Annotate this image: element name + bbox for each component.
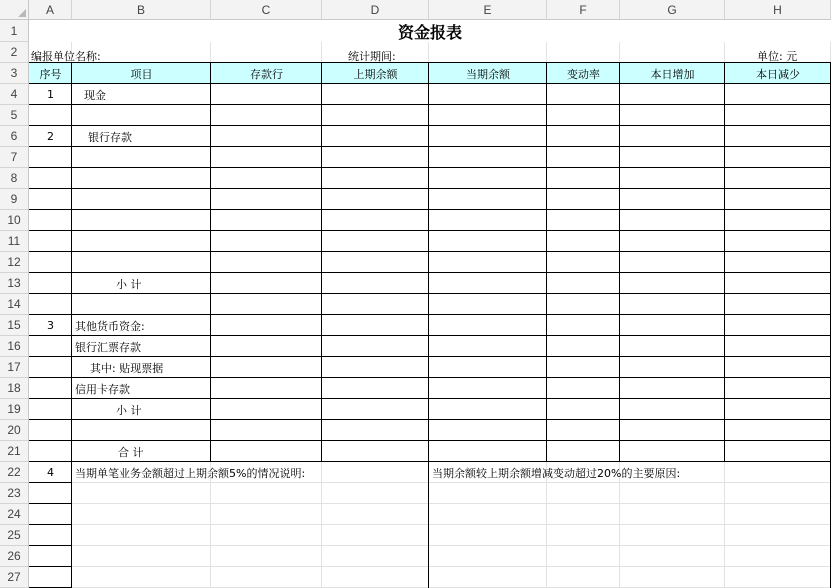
- column-header-d[interactable]: D: [322, 0, 429, 20]
- row-header-27[interactable]: 27: [0, 567, 29, 588]
- table-border: [428, 63, 429, 462]
- row-header-8[interactable]: 8: [0, 168, 29, 189]
- table-border: [210, 63, 211, 462]
- table-header-cell[interactable]: 本日减少: [725, 63, 831, 84]
- column-header-g[interactable]: G: [620, 0, 725, 20]
- subtotal-cell[interactable]: 小 计: [116, 403, 142, 417]
- table-header-cell[interactable]: 当期余额: [429, 63, 547, 84]
- total-cell[interactable]: 合 计: [118, 445, 144, 459]
- row-header-9[interactable]: 9: [0, 189, 29, 210]
- row-header-21[interactable]: 21: [0, 441, 29, 462]
- table-header-cell[interactable]: 项目: [72, 63, 211, 84]
- table-header-cell[interactable]: 序号: [29, 63, 72, 84]
- table-border: [71, 63, 72, 462]
- row-header-10[interactable]: 10: [0, 210, 29, 231]
- row-header-16[interactable]: 16: [0, 336, 29, 357]
- table-border: [29, 188, 831, 189]
- table-border: [29, 524, 72, 525]
- table-header-cell[interactable]: 变动率: [547, 63, 620, 84]
- row-header-7[interactable]: 7: [0, 147, 29, 168]
- row-header-25[interactable]: 25: [0, 525, 29, 546]
- table-border: [29, 461, 831, 462]
- row-header-1[interactable]: 1: [0, 20, 29, 42]
- table-border: [29, 314, 831, 315]
- table-border: [29, 167, 831, 168]
- row-header-20[interactable]: 20: [0, 420, 29, 441]
- item-cell-cash[interactable]: 现金: [84, 88, 106, 102]
- row-header-22[interactable]: 22: [0, 462, 29, 483]
- seq-no-cell[interactable]: 3: [47, 319, 54, 332]
- seq-no-cell[interactable]: 4: [47, 466, 54, 479]
- table-header-cell[interactable]: 存款行: [211, 63, 322, 84]
- table-border: [321, 63, 322, 462]
- table-border: [71, 462, 72, 588]
- row-header-2[interactable]: 2: [0, 42, 29, 63]
- gridline-h: [29, 545, 831, 546]
- row-header-12[interactable]: 12: [0, 252, 29, 273]
- table-border: [29, 398, 831, 399]
- row-header-3[interactable]: 3: [0, 63, 29, 84]
- row-header-13[interactable]: 13: [0, 273, 29, 294]
- table-border: [428, 462, 429, 588]
- column-header-a[interactable]: A: [29, 0, 72, 20]
- table-border: [29, 335, 831, 336]
- row-header-18[interactable]: 18: [0, 378, 29, 399]
- table-border: [29, 293, 831, 294]
- currency-unit-label[interactable]: 单位: 元: [757, 49, 798, 63]
- table-border: [29, 146, 831, 147]
- row-header-19[interactable]: 19: [0, 399, 29, 420]
- table-border: [29, 83, 831, 84]
- table-border: [29, 62, 831, 63]
- table-border: [724, 63, 725, 462]
- row-header-14[interactable]: 14: [0, 294, 29, 315]
- gridline-h: [29, 566, 831, 567]
- table-header-cell[interactable]: 上期余额: [322, 63, 429, 84]
- column-header-h[interactable]: H: [725, 0, 831, 20]
- table-border: [619, 63, 620, 462]
- row-header-23[interactable]: 23: [0, 483, 29, 504]
- table-border: [29, 104, 831, 105]
- item-cell-credit-card[interactable]: 信用卡存款: [75, 382, 130, 396]
- seq-no-cell[interactable]: 2: [47, 130, 54, 143]
- table-border: [29, 272, 831, 273]
- column-header-c[interactable]: C: [211, 0, 322, 20]
- row-header-15[interactable]: 15: [0, 315, 29, 336]
- table-border: [29, 209, 831, 210]
- table-border: [546, 63, 547, 462]
- row-header-17[interactable]: 17: [0, 357, 29, 378]
- note-left-cell[interactable]: 当期单笔业务金额超过上期余额5%的情况说明:: [75, 466, 306, 480]
- table-border: [29, 125, 831, 126]
- gridline-h: [29, 503, 831, 504]
- table-border: [29, 230, 831, 231]
- table-border: [29, 356, 831, 357]
- column-header-b[interactable]: B: [72, 0, 211, 20]
- item-cell-bank-draft[interactable]: 银行汇票存款: [75, 340, 141, 354]
- table-border: [29, 566, 72, 567]
- seq-no-cell[interactable]: 1: [47, 88, 54, 101]
- note-right-cell[interactable]: 当期余额较上期余额增减变动超过20%的主要原因:: [432, 466, 681, 480]
- item-cell-bank-deposit[interactable]: 银行存款: [88, 130, 132, 144]
- row-header-24[interactable]: 24: [0, 504, 29, 525]
- table-border: [29, 482, 72, 483]
- table-border: [29, 251, 831, 252]
- row-header-5[interactable]: 5: [0, 105, 29, 126]
- table-border: [29, 440, 831, 441]
- item-cell-other-funds[interactable]: 其他货币资金:: [75, 319, 145, 333]
- unit-name-label[interactable]: 编报单位名称:: [31, 49, 101, 63]
- table-border: [29, 545, 72, 546]
- gridline-h: [29, 524, 831, 525]
- row-header-4[interactable]: 4: [0, 84, 29, 105]
- report-title[interactable]: 资金报表: [29, 20, 831, 42]
- table-border: [29, 503, 72, 504]
- table-border: [29, 377, 831, 378]
- item-cell-discounted-bills[interactable]: 其中: 贴现票据: [90, 361, 164, 375]
- column-header-e[interactable]: E: [429, 0, 547, 20]
- column-header-f[interactable]: F: [547, 0, 620, 20]
- period-label[interactable]: 统计期间:: [348, 49, 396, 63]
- row-header-6[interactable]: 6: [0, 126, 29, 147]
- table-header-cell[interactable]: 本日增加: [620, 63, 725, 84]
- select-all-corner[interactable]: [0, 0, 29, 20]
- table-border: [29, 419, 831, 420]
- subtotal-cell[interactable]: 小 计: [116, 277, 142, 291]
- row-header-11[interactable]: 11: [0, 231, 29, 252]
- row-header-26[interactable]: 26: [0, 546, 29, 567]
